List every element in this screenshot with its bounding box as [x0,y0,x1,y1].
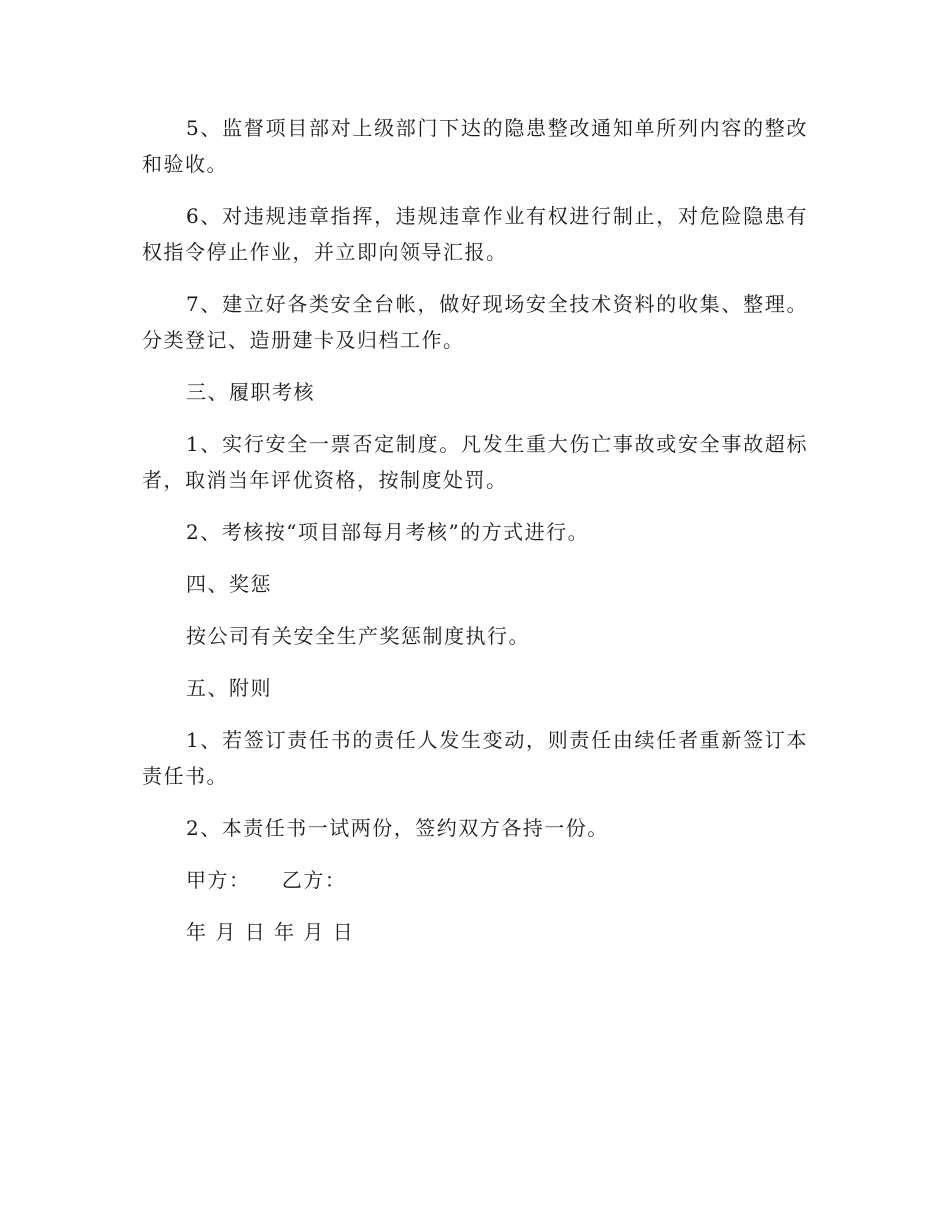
signature-parties-line: 甲方： 乙方： [186,868,347,892]
supplementary-item-2: 2、本责任书一试两份，签约双方各持一份。 [186,816,609,840]
clause-6-stop-violations: 6、对违规违章指挥，违规违章作业有权进行制止，对危险隐患有权指令停止作业，并立即向领导汇报。 [142,204,808,264]
assessment-item-1: 1、实行安全一票否定制度。凡发生重大伤亡事故或安全事故超标者，取消当年评优资格，按制度处罚。 [142,432,808,492]
rewards-penalties-text: 按公司有关安全生产奖惩制度执行。 [186,624,530,648]
document-body [142,110,808,966]
clause-7-safety-records: 7、建立好各类安全台帐，做好现场安全技术资料的收集、整理。分类登记、造册建卡及归档工作。 [142,292,808,352]
section-heading-supplementary: 五、附则 [186,676,272,700]
clause-5-supervise-rectification: 5、监督项目部对上级部门下达的隐患整改通知单所列内容的整改和验收。 [142,116,808,176]
assessment-item-2: 2、考核按“项目部每月考核”的方式进行。 [186,520,590,544]
section-heading-performance-assessment: 三、履职考核 [186,380,315,404]
signature-dates-line: 年 月 日 年 月 日 [186,920,355,944]
supplementary-item-1: 1、若签订责任书的责任人发生变动，则责任由续任者重新签订本责任书。 [142,728,808,788]
section-heading-rewards-penalties: 四、奖惩 [186,572,272,596]
